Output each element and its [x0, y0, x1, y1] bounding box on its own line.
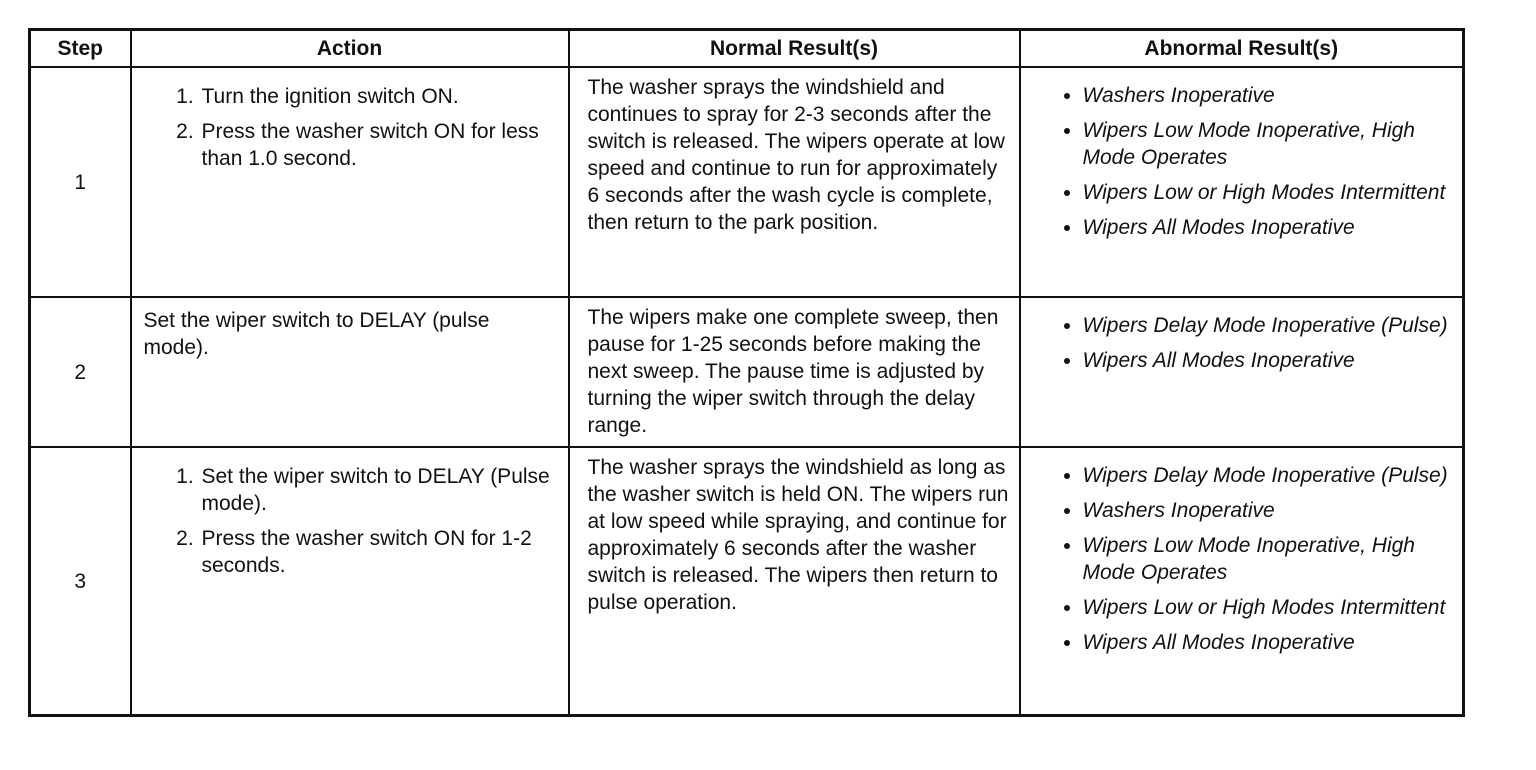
header-abnormal-results: Abnormal Result(s): [1020, 30, 1464, 68]
abnormal-result-item: • Wipers All Modes Inoperative: [1083, 629, 1463, 656]
normal-result-text: The wipers make one complete sweep, then pause for 1-25 seconds before making the next sweep. The pause time is adjusted by turning the wiper switch through the delay range.: [587, 306, 999, 437]
step-number: 1: [30, 67, 131, 297]
action-item: 2. Press the washer switch ON for 1-2 seconds.: [200, 525, 568, 579]
table-row: [30, 67, 1464, 297]
header-normal-results: Normal Result(s): [569, 30, 1020, 68]
abnormal-result-list: [1021, 312, 1463, 374]
action-text: Set the wiper switch to DELAY (pulse mode).: [143, 309, 490, 359]
diagnostic-table: [28, 28, 1465, 717]
abnormal-result-cell: [1020, 67, 1464, 297]
abnormal-result-item: • Washers Inoperative: [1083, 497, 1463, 524]
abnormal-result-item: • Wipers All Modes Inoperative: [1083, 347, 1463, 374]
action-list: [132, 463, 568, 579]
action-item: 1. Set the wiper switch to DELAY (Pulse mode).: [200, 463, 568, 517]
header-action: Action: [131, 30, 569, 68]
abnormal-result-item: • Wipers All Modes Inoperative: [1083, 214, 1463, 241]
abnormal-result-item: • Washers Inoperative: [1083, 82, 1463, 109]
action-cell: [131, 447, 569, 716]
abnormal-result-list: [1021, 82, 1463, 241]
abnormal-result-item: • Wipers Low or High Modes Intermittent: [1083, 594, 1463, 621]
table-row: [30, 297, 1464, 447]
normal-result-text: The washer sprays the windshield as long as the washer switch is held ON. The wipers run at low speed while spraying, and continue for approximately 6 seconds after the washer switch is released. The wipers then return to pulse operation.: [587, 456, 1009, 614]
action-item: 2. Press the washer switch ON for less than 1.0 second.: [200, 118, 568, 172]
normal-result-cell: [569, 67, 1020, 297]
normal-result-cell: [569, 297, 1020, 447]
step-number: 2: [30, 297, 131, 447]
abnormal-result-item: • Wipers Low Mode Inoperative, High Mode Operates: [1083, 532, 1463, 586]
abnormal-result-item: • Wipers Low Mode Inoperative, High Mode Operates: [1083, 117, 1463, 171]
abnormal-result-item: • Wipers Low or High Modes Intermittent: [1083, 179, 1463, 206]
header-row: [30, 30, 1464, 68]
abnormal-result-cell: [1020, 297, 1464, 447]
step-number: 3: [30, 447, 131, 716]
abnormal-result-cell: [1020, 447, 1464, 716]
table-row: [30, 447, 1464, 716]
abnormal-result-list: [1021, 462, 1463, 656]
normal-result-text: The washer sprays the windshield and continues to spray for 2-3 seconds after the switch is released. The wipers operate at low speed and continue to run for approximately 6 seconds after the wash cycle is complete, then return to the park position.: [587, 76, 1005, 234]
action-item: 1. Turn the ignition switch ON.: [200, 83, 568, 110]
header-step: Step: [30, 30, 131, 68]
action-cell: [131, 67, 569, 297]
abnormal-result-item: • Wipers Delay Mode Inoperative (Pulse): [1083, 312, 1463, 339]
action-list: [132, 83, 568, 172]
normal-result-cell: [569, 447, 1020, 716]
abnormal-result-item: • Wipers Delay Mode Inoperative (Pulse): [1083, 462, 1463, 489]
action-cell: [131, 297, 569, 447]
